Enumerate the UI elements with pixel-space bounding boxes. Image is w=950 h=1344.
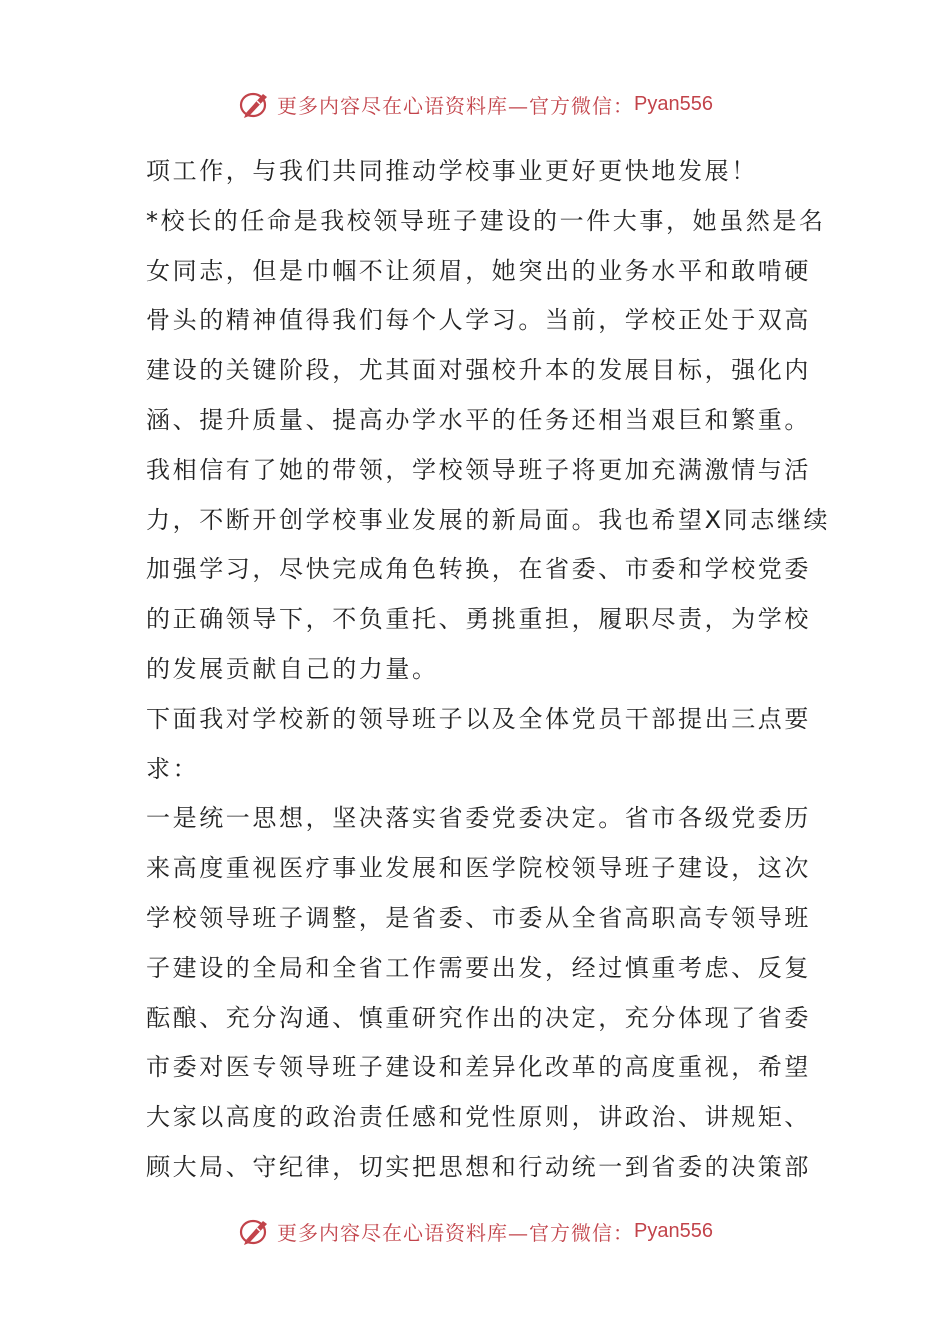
text-line: 子建设的全局和全省工作需要出发，经过慎重考虑、反复 (146, 953, 811, 982)
text-line: 骨头的精神值得我们每个人学习。当前，学校正处于双高 (146, 306, 811, 335)
fountain-pen-circle-icon (237, 1215, 273, 1247)
text-line: 力，不断开创学校事业发展的新局面。我也希望X同志继续 (146, 505, 831, 534)
text-line: 的发展贡献自己的力量。 (146, 654, 439, 683)
text-line: 的正确领导下，不负重托、勇挑重担，履职尽责，为学校 (146, 605, 811, 634)
text-line: 大家以高度的政治责任感和党性原则，讲政治、讲规矩、 (146, 1103, 811, 1132)
text-line: 学校领导班子调整，是省委、市委从全省高职高专领导班 (146, 903, 811, 932)
footer-watermark (0, 1211, 950, 1251)
text-line: 酝酿、充分沟通、慎重研究作出的决定，充分体现了省委 (146, 1003, 811, 1032)
fountain-pen-circle-icon (237, 88, 273, 120)
text-line: 来高度重视医疗事业发展和医学院校领导班子建设，这次 (146, 854, 811, 883)
document-body (146, 147, 831, 1193)
text-line: 市委对医专领导班子建设和差异化改革的高度重视，希望 (146, 1053, 811, 1082)
text-line: 顾大局、守纪律，切实把思想和行动统一到省委的决策部 (146, 1152, 811, 1181)
text-line: 涵、提升质量、提高办学水平的任务还相当艰巨和繁重。 (146, 405, 811, 434)
watermark-handle: Pyan556 (634, 92, 713, 115)
text-line: *校长的任命是我校领导班子建设的一件大事，她虽然是名 (146, 206, 826, 235)
text-line: 求： (146, 754, 200, 783)
text-line: 我相信有了她的带领，学校领导班子将更加充满激情与活 (146, 455, 811, 484)
text-line: 建设的关键阶段，尤其面对强校升本的发展目标，强化内 (146, 356, 811, 385)
header-watermark (0, 84, 950, 124)
text-line: 一是统一思想，坚决落实省委党委决定。省市各级党委历 (146, 804, 811, 833)
watermark-text: 更多内容尽在心语资料库—官方微信： (277, 93, 635, 118)
watermark-handle: Pyan556 (634, 1219, 713, 1242)
text-line: 加强学习，尽快完成角色转换，在省委、市委和学校党委 (146, 555, 811, 584)
text-line: 女同志，但是巾帼不让须眉，她突出的业务水平和敢啃硬 (146, 256, 811, 285)
text-line: 下面我对学校新的领导班子以及全体党员干部提出三点要 (146, 704, 811, 733)
text-line: 项工作，与我们共同推动学校事业更好更快地发展！ (146, 157, 758, 185)
watermark-text: 更多内容尽在心语资料库—官方微信： (277, 1220, 635, 1245)
